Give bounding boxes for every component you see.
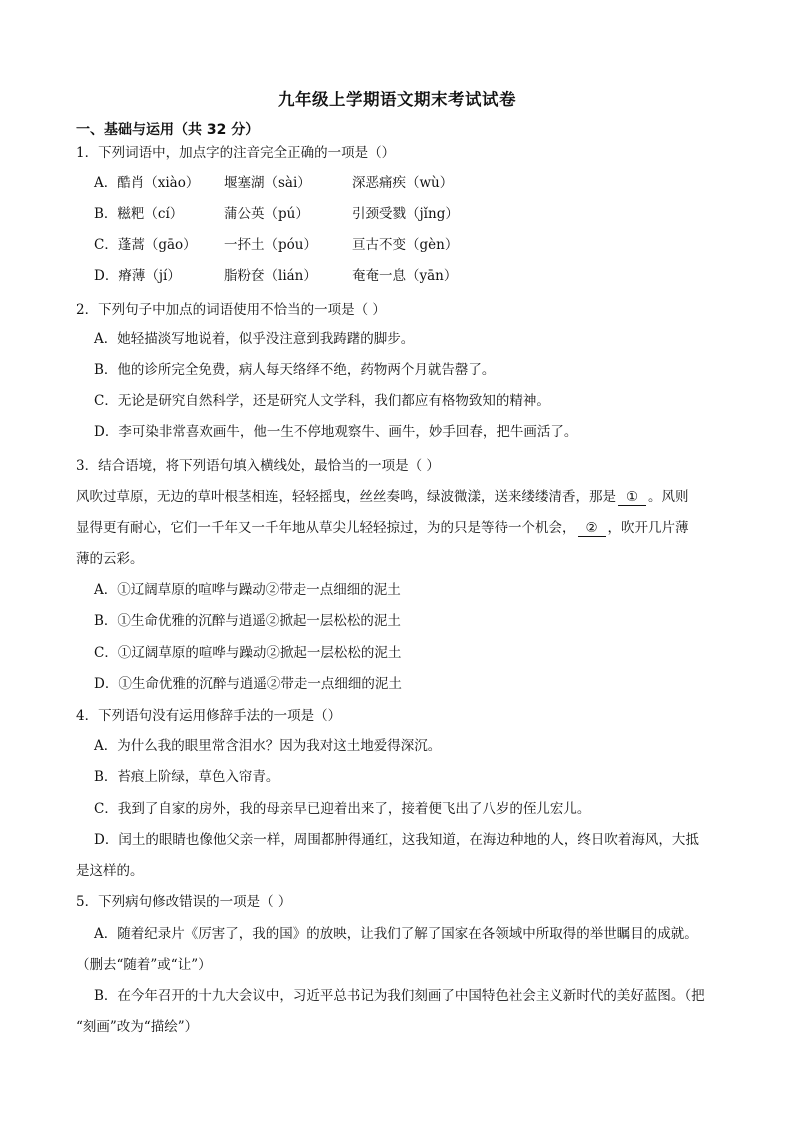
blank-2: ② xyxy=(578,520,606,537)
question-3-option-b: B．①生命优雅的沉醉与逍遥②掀起一层松松的泥土 xyxy=(94,613,401,629)
question-2-option-c: C．无论是研究自然科学，还是研究人文学科，我们都应有格物致知的精神。 xyxy=(94,393,550,409)
question-4-option-c: C．我到了自家的房外，我的母亲早已迎着出来了，接着便飞出了八岁的侄儿宏儿。 xyxy=(94,801,591,817)
question-5-option-a-line-1: A．随着纪录片《厉害了，我的国》的放映，让我们了解了国家在各领域中所取得的举世瞩目的成就。 xyxy=(94,926,698,942)
question-1-option-b: B．糍粑（cí） 蒲公英（pú） 引颈受戮（jǐng） xyxy=(94,206,459,222)
question-4-option-b: B．苔痕上阶绿，草色入帘青。 xyxy=(94,769,280,785)
question-5-option-b-line-2: “刻画”改为“描绘”） xyxy=(76,1019,199,1035)
question-5-option-a-line-2: （删去“随着”或“让”） xyxy=(76,957,212,973)
question-4-option-a: A．为什么我的眼里常含泪水？因为我对这土地爱得深沉。 xyxy=(94,738,442,754)
question-3-option-d: D．①生命优雅的沉醉与逍遥②带走一点细细的泥土 xyxy=(94,676,402,692)
question-3-option-c: C．①辽阔草原的喧哗与躁动②掀起一层松松的泥土 xyxy=(94,645,402,661)
question-4-option-d-line-1: D．闰土的眼睛也像他父亲一样，周围都肿得通红，这我知道，在海边种地的人，终日吹着海风，大抵 xyxy=(94,832,699,848)
question-3-option-a: A．①辽阔草原的喧哗与躁动②带走一点细细的泥土 xyxy=(94,582,401,598)
question-1-option-d: D．瘠薄（jí） 脂粉奁（lián） 奄奄一息（yān） xyxy=(94,268,458,284)
question-2-stem: 2．下列句子中加点的词语使用不恰当的一项是（ ） xyxy=(76,302,386,318)
question-3-passage-line-3: 薄的云彩。 xyxy=(76,551,144,567)
question-3-stem: 3．结合语境，将下列语句填入横线处，最恰当的一项是（ ） xyxy=(76,458,440,474)
question-2-option-b: B．他的诊所完全免费，病人每天络绎不绝，药物两个月就告罄了。 xyxy=(94,362,496,378)
question-1-option-c: C．蓬蒿（gāo） 一抔土（póu） 亘古不变（gèn） xyxy=(94,237,459,253)
blank-1: ① xyxy=(618,489,646,506)
question-1-stem: 1．下列词语中，加点字的注音完全正确的一项是（） xyxy=(76,145,396,161)
question-4-stem: 4．下列语句没有运用修辞手法的一项是（） xyxy=(76,708,342,724)
document-title: 九年级上学期语文期末考试试卷 xyxy=(278,90,516,109)
question-3-passage-line-1: 风吹过草原，无边的草叶根茎相连，轻轻摇曳，丝丝奏鸣，绿波微漾，送来缕缕清香，那是 ① 。风则 xyxy=(76,489,689,505)
question-5-option-b-line-1: B．在今年召开的十九大会议中，习近平总书记为我们刻画了中国特色社会主义新时代的美好蓝图。（把 xyxy=(94,988,705,1004)
question-1-option-a: A．酷肖（xiào） 堰塞湖（sài） 深恶痛疾（wù） xyxy=(94,175,454,191)
question-2-option-d: D．李可染非常喜欢画牛，他一生不停地观察牛、画牛，妙手回春，把牛画活了。 xyxy=(94,424,578,440)
section-heading: 一、基础与运用（共 32 分） xyxy=(76,122,260,138)
question-2-option-a: A．她轻描淡写地说着，似乎没注意到我踌躇的脚步。 xyxy=(94,331,415,347)
question-3-passage-line-2: 显得更有耐心，它们一千年又一千年地从草尖儿轻轻掠过，为的只是等待一个机会， ② ，吹开几片薄 xyxy=(76,520,689,536)
question-5-stem: 5．下列病句修改错误的一项是（ ） xyxy=(76,894,292,910)
question-4-option-d-line-2: 是这样的。 xyxy=(76,863,144,879)
